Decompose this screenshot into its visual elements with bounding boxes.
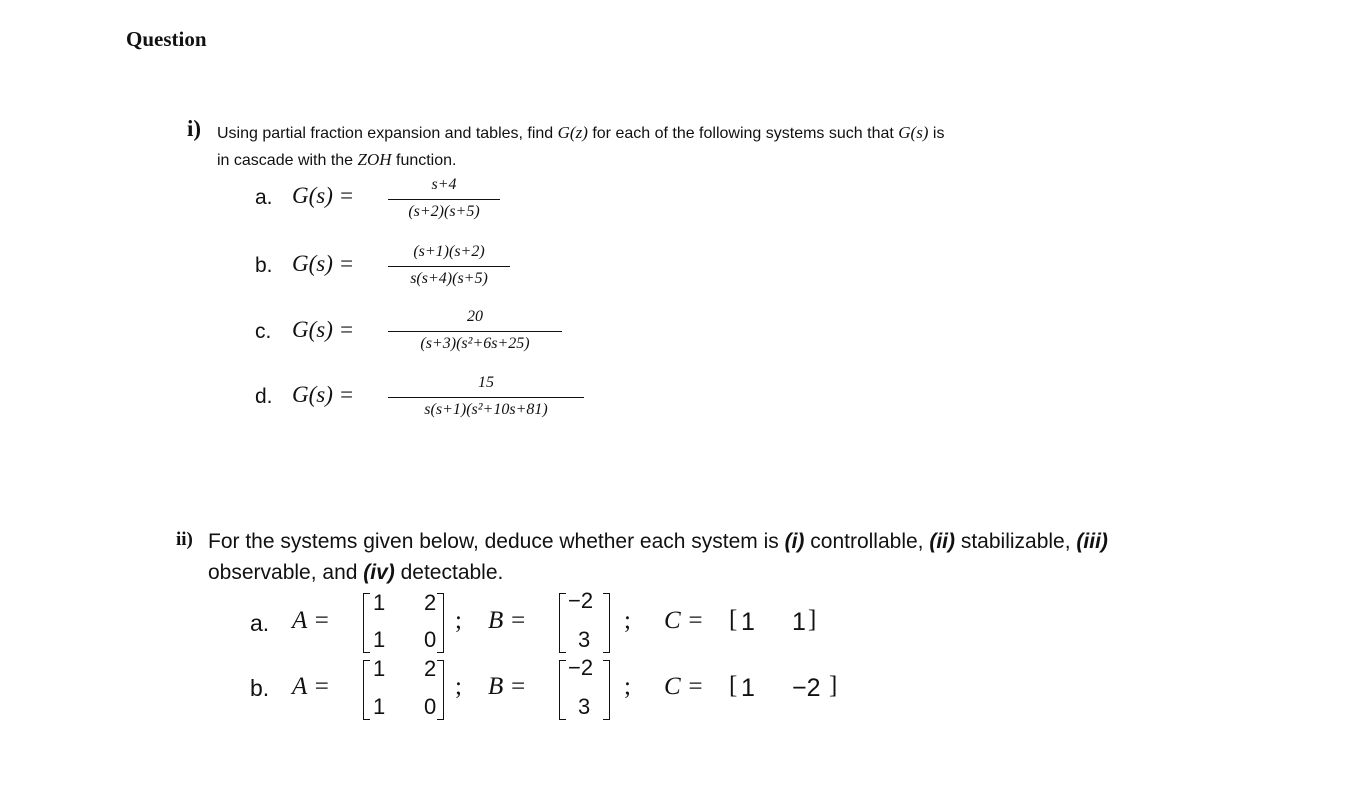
- matrix-bracket-right: [603, 660, 610, 720]
- system-c-numerator: 20: [467, 308, 483, 325]
- system-d-denominator: s(s+1)(s²+10s+81): [424, 401, 548, 418]
- system-d-numerator: 15: [478, 374, 494, 391]
- matrix-bracket-left: [: [729, 672, 738, 699]
- separator: ;: [455, 673, 462, 700]
- option-label: (iii): [1076, 530, 1108, 553]
- matrix-b-A12: 2: [424, 656, 437, 681]
- separator: ;: [624, 607, 631, 634]
- system-b-numerator: (s+1)(s+2): [413, 243, 485, 260]
- system-a-denominator: (s+2)(s+5): [408, 203, 480, 220]
- system-a-letter: a.: [255, 186, 273, 209]
- matrix-a-B1: −2: [568, 588, 594, 613]
- option-label: (iv): [363, 561, 395, 584]
- matrix-system-b-letter: b.: [250, 675, 270, 701]
- matrix-b-B-label: B =: [488, 673, 527, 700]
- fraction-bar: [388, 397, 584, 398]
- matrix-a-A22: 0: [424, 627, 437, 652]
- system-b-letter: b.: [255, 254, 273, 277]
- matrix-a-C1: 1: [741, 608, 755, 636]
- system-b-fraction: [388, 243, 510, 293]
- zoh-symbol: ZOH: [357, 150, 392, 169]
- system-b-denominator: s(s+4)(s+5): [410, 270, 488, 287]
- matrix-bracket-left: [559, 593, 566, 653]
- matrix-b-C1: 1: [741, 674, 755, 702]
- system-d-letter: d.: [255, 385, 273, 408]
- system-d-fraction: [388, 374, 584, 424]
- system-c-denominator: (s+3)(s²+6s+25): [420, 335, 530, 352]
- matrix-bracket-right: [437, 593, 444, 653]
- intro-text: Using partial fraction expansion and tables, find: [217, 125, 558, 142]
- intro-text: detectable.: [394, 561, 504, 584]
- gs-symbol: G(s): [898, 123, 929, 142]
- separator: ;: [624, 673, 631, 700]
- matrix-a-A21: 1: [373, 627, 386, 652]
- system-a-numerator: s+4: [431, 176, 457, 193]
- intro-text: stabilizable,: [955, 530, 1077, 553]
- gz-symbol: G(z): [557, 123, 588, 142]
- intro-text: is: [928, 125, 945, 142]
- part-i-intro-line2: [217, 150, 456, 170]
- intro-text: function.: [391, 152, 457, 169]
- fraction-bar: [388, 266, 510, 267]
- system-b-lhs: G(s) =: [292, 251, 355, 276]
- system-a-fraction: [388, 176, 500, 226]
- part-ii-number: ii): [176, 529, 193, 550]
- intro-text: for each of the following systems such that: [587, 125, 899, 142]
- matrix-b-A11: 1: [373, 656, 386, 681]
- matrix-system-a-letter: a.: [250, 610, 270, 636]
- intro-text: observable, and: [208, 561, 364, 584]
- matrix-bracket-right: ]: [808, 606, 817, 633]
- option-label: (ii): [929, 530, 955, 553]
- fraction-bar: [388, 199, 500, 200]
- matrix-a-A-label: A =: [292, 607, 330, 634]
- page-title: Question: [126, 27, 207, 51]
- intro-text: For the systems given below, deduce whether each system is: [208, 530, 785, 553]
- matrix-a-C2: 1: [792, 608, 806, 636]
- matrix-a-A11: 1: [373, 590, 386, 615]
- part-i-intro-line1: [217, 123, 944, 143]
- part-ii-intro-line1: [208, 530, 1108, 554]
- matrix-a-B-label: B =: [488, 607, 527, 634]
- matrix-bracket-right: [603, 593, 610, 653]
- separator: ;: [455, 607, 462, 634]
- option-label: (i): [784, 530, 805, 553]
- system-d-lhs: G(s) =: [292, 382, 355, 407]
- matrix-bracket-left: [559, 660, 566, 720]
- matrix-b-B2: 3: [578, 694, 591, 719]
- matrix-a-C-label: C =: [664, 607, 704, 634]
- matrix-b-C2: −2: [792, 674, 821, 702]
- fraction-bar: [388, 331, 562, 332]
- matrix-bracket-left: [363, 660, 370, 720]
- part-ii-intro-line2: [208, 561, 503, 585]
- matrix-bracket-right: [437, 660, 444, 720]
- system-c-letter: c.: [255, 320, 272, 343]
- matrix-b-A-label: A =: [292, 673, 330, 700]
- matrix-a-B2: 3: [578, 627, 591, 652]
- matrix-bracket-left: [: [729, 606, 738, 633]
- matrix-b-B1: −2: [568, 655, 594, 680]
- intro-text: controllable,: [804, 530, 930, 553]
- matrix-b-A22: 0: [424, 694, 437, 719]
- matrix-b-C-label: C =: [664, 673, 704, 700]
- matrix-bracket-right: ]: [829, 672, 838, 699]
- system-a-lhs: G(s) =: [292, 183, 355, 208]
- intro-text: in cascade with the: [217, 152, 358, 169]
- part-i-number: i): [187, 116, 202, 141]
- matrix-b-A21: 1: [373, 694, 386, 719]
- system-c-lhs: G(s) =: [292, 317, 355, 342]
- matrix-a-A12: 2: [424, 590, 437, 615]
- system-c-fraction: [388, 308, 562, 358]
- matrix-bracket-left: [363, 593, 370, 653]
